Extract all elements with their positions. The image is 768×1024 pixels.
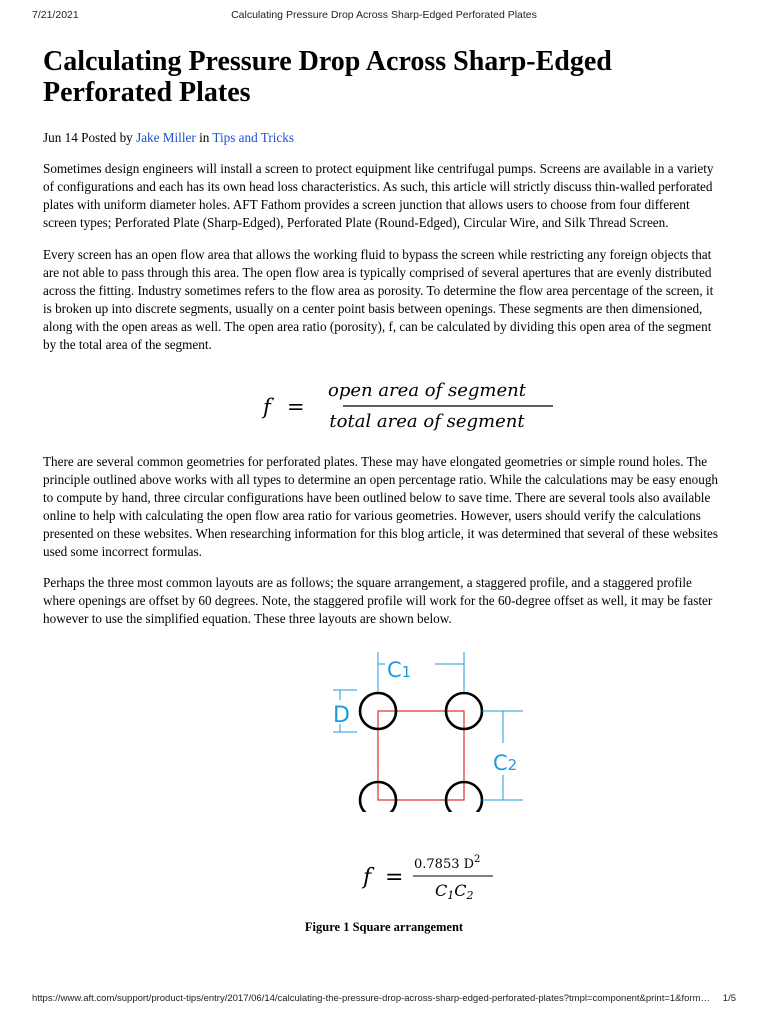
figure-caption: Figure 1 Square arrangement: [304, 920, 464, 934]
in-text: in: [199, 130, 210, 145]
formula-equals: =: [287, 395, 305, 419]
paragraph-layouts: Perhaps the three most common layouts are as follows; the square arrangement, a staggered profile, and a staggered profile where openings are offset by 60 degrees. Note, the staggered profile will work for the 60-degree offset as well, it may be faster however to use the simplified equation. These three layouts are shown below.: [43, 575, 713, 626]
author-link[interactable]: Jake Miller: [136, 130, 196, 145]
formula2-equals: =: [385, 865, 404, 890]
square-arrangement-figure: [327, 644, 537, 812]
formula-lhs: f: [263, 395, 271, 419]
formula-numerator: open area of segment: [328, 380, 526, 401]
posted-by-text: Posted by: [81, 130, 133, 145]
formula2-denominator: C1C2: [435, 881, 474, 902]
formula2-numerator: 0.7853 $D^2$: [414, 854, 481, 872]
print-title: Calculating Pressure Drop Across Sharp-Edged Perforated Plates: [231, 9, 537, 21]
square-porosity-formula: [361, 848, 501, 904]
page-number: 1/5: [722, 993, 736, 1004]
print-date: 7/21/2021: [32, 9, 79, 21]
post-date: Jun 14: [43, 130, 78, 145]
paragraph-intro: Sometimes design engineers will install a screen to protect equipment like centrifugal pumps. Screens are available in a variety of configurations and each has its own head loss characteristics. As such, this article will strictly discuss thin-walled perforated plates with uniform diameter holes. AFT Fathom provides a screen junction that allows users to choose from four different screen types; Perforated Plate (Sharp-Edged), Perforated Plate (Round-Edged), Circular Wire, and Silk Thread Screen.: [43, 161, 714, 230]
c1-label: C1: [387, 658, 412, 682]
d-label: D: [333, 703, 350, 728]
formula2-lhs: f: [363, 865, 372, 890]
print-url: https://www.aft.com/support/product-tips/entry/2017/06/14/calculating-the-pressure-drop-across-sharp-edged-perforated-plates?tmpl=component&print=1&form…: [32, 993, 711, 1004]
paragraph-open-area: Every screen has an open flow area that allows the working fluid to bypass the screen while restricting any foreign objects that are not able to pass through this area. The open flow area is typically comprised of several apertures that are evenly distributed across the fitting. Industry sometimes refers to the flow area as porosity. To determine the flow area percentage of the screen, it is broken up into discrete segments, usually on a center point basis between openings. These segments are then dimensioned, along with the open areas as well. The open area ratio (porosity), f, can be calculated by dividing this open area of the segment by the total area of the segment.: [43, 247, 714, 352]
category-link[interactable]: Tips and Tricks: [212, 130, 294, 145]
article-meta: [43, 130, 294, 146]
c2-label: C2: [493, 751, 518, 775]
paragraph-geometries: There are several common geometries for perforated plates. These may have elongated geometries or simple round holes. The principle outlined above works with all types to determine an open percentage ratio. While the calculations may be easy enough to compute by hand, three circular configurations have been outlined below to save time. There are several tools also available online to help with calculating the open flow area ratio for various geometries. However, users should verify the calculations presented on these websites. When researching information for this blog article, it was determined that several of these websites used some incorrect formulas.: [43, 454, 719, 559]
porosity-formula: [257, 376, 557, 436]
formula-denominator: total area of segment: [329, 411, 525, 432]
article-title: Calculating Pressure Drop Across Sharp-Edged Perforated Plates: [43, 46, 612, 108]
